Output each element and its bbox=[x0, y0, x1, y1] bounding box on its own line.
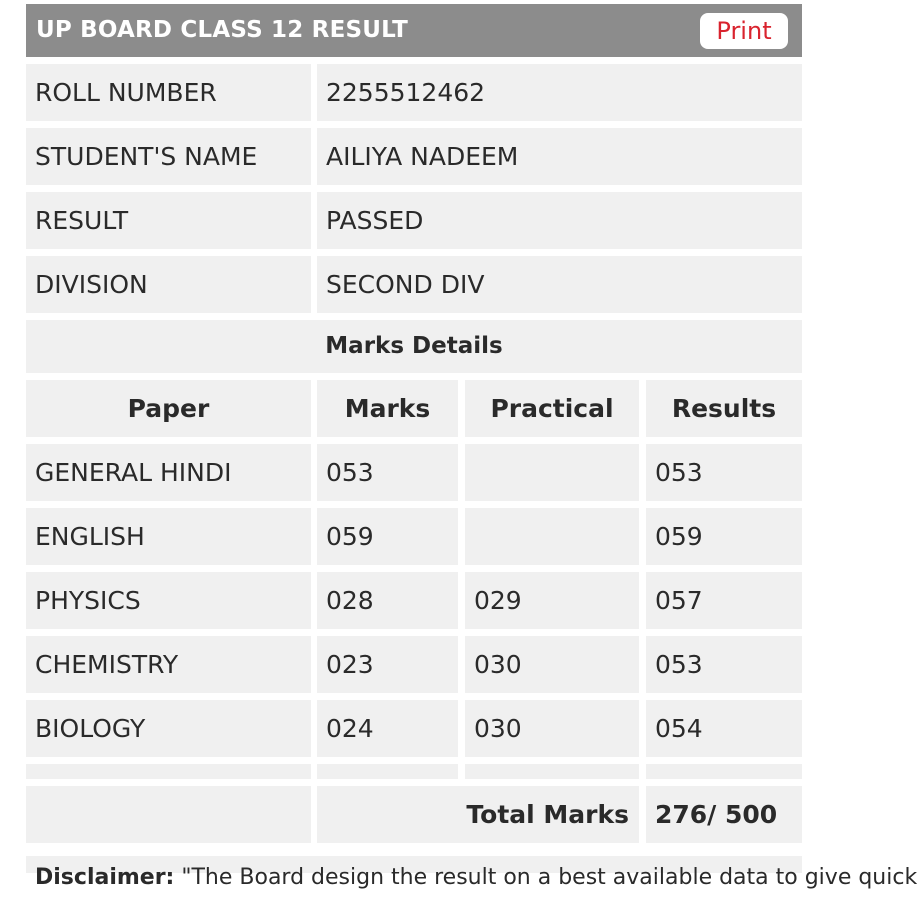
table-row-marks: 023 bbox=[317, 636, 458, 693]
table-row-result: 053 bbox=[646, 636, 802, 693]
total-row-empty bbox=[26, 786, 311, 843]
table-row-practical: 029 bbox=[465, 572, 639, 629]
student-name-label: STUDENT'S NAME bbox=[26, 128, 311, 185]
table-row-paper: BIOLOGY bbox=[26, 700, 311, 757]
table-row-marks: 024 bbox=[317, 700, 458, 757]
result-label: RESULT bbox=[26, 192, 311, 249]
column-header-paper: Paper bbox=[26, 380, 311, 437]
page-title: UP BOARD CLASS 12 RESULT bbox=[36, 17, 409, 43]
table-row-spacer bbox=[26, 764, 311, 779]
table-row-paper: GENERAL HINDI bbox=[26, 444, 311, 501]
table-row-spacer bbox=[465, 764, 639, 779]
table-row-result: 054 bbox=[646, 700, 802, 757]
table-row-result: 053 bbox=[646, 444, 802, 501]
total-marks-value: 276/ 500 bbox=[646, 786, 802, 843]
disclaimer-text: "The Board design the result on a best available data to give quick bbox=[181, 865, 917, 890]
roll-number-label: ROLL NUMBER bbox=[26, 64, 311, 121]
result-value: PASSED bbox=[317, 192, 802, 249]
table-row-practical bbox=[465, 508, 639, 565]
result-header bbox=[26, 4, 802, 57]
roll-number-value: 2255512462 bbox=[317, 64, 802, 121]
table-row-practical: 030 bbox=[465, 700, 639, 757]
column-header-results: Results bbox=[646, 380, 802, 437]
table-row-marks: 053 bbox=[317, 444, 458, 501]
division-label: DIVISION bbox=[26, 256, 311, 313]
total-marks-label: Total Marks bbox=[317, 786, 639, 843]
marks-details-heading: Marks Details bbox=[26, 320, 802, 373]
table-row-marks: 059 bbox=[317, 508, 458, 565]
table-row-result: 057 bbox=[646, 572, 802, 629]
table-row-spacer bbox=[646, 764, 802, 779]
print-button[interactable]: Print bbox=[700, 13, 788, 49]
student-name-value: AILIYA NADEEM bbox=[317, 128, 802, 185]
table-row-practical: 030 bbox=[465, 636, 639, 693]
table-row-practical bbox=[465, 444, 639, 501]
table-row-result: 059 bbox=[646, 508, 802, 565]
table-row-paper: PHYSICS bbox=[26, 572, 311, 629]
disclaimer-label: Disclaimer: bbox=[35, 865, 175, 890]
table-row-paper: CHEMISTRY bbox=[26, 636, 311, 693]
table-row-paper: ENGLISH bbox=[26, 508, 311, 565]
column-header-marks: Marks bbox=[317, 380, 458, 437]
column-header-practical: Practical bbox=[465, 380, 639, 437]
table-row-marks: 028 bbox=[317, 572, 458, 629]
division-value: SECOND DIV bbox=[317, 256, 802, 313]
disclaimer bbox=[26, 856, 917, 890]
table-row-spacer bbox=[317, 764, 458, 779]
